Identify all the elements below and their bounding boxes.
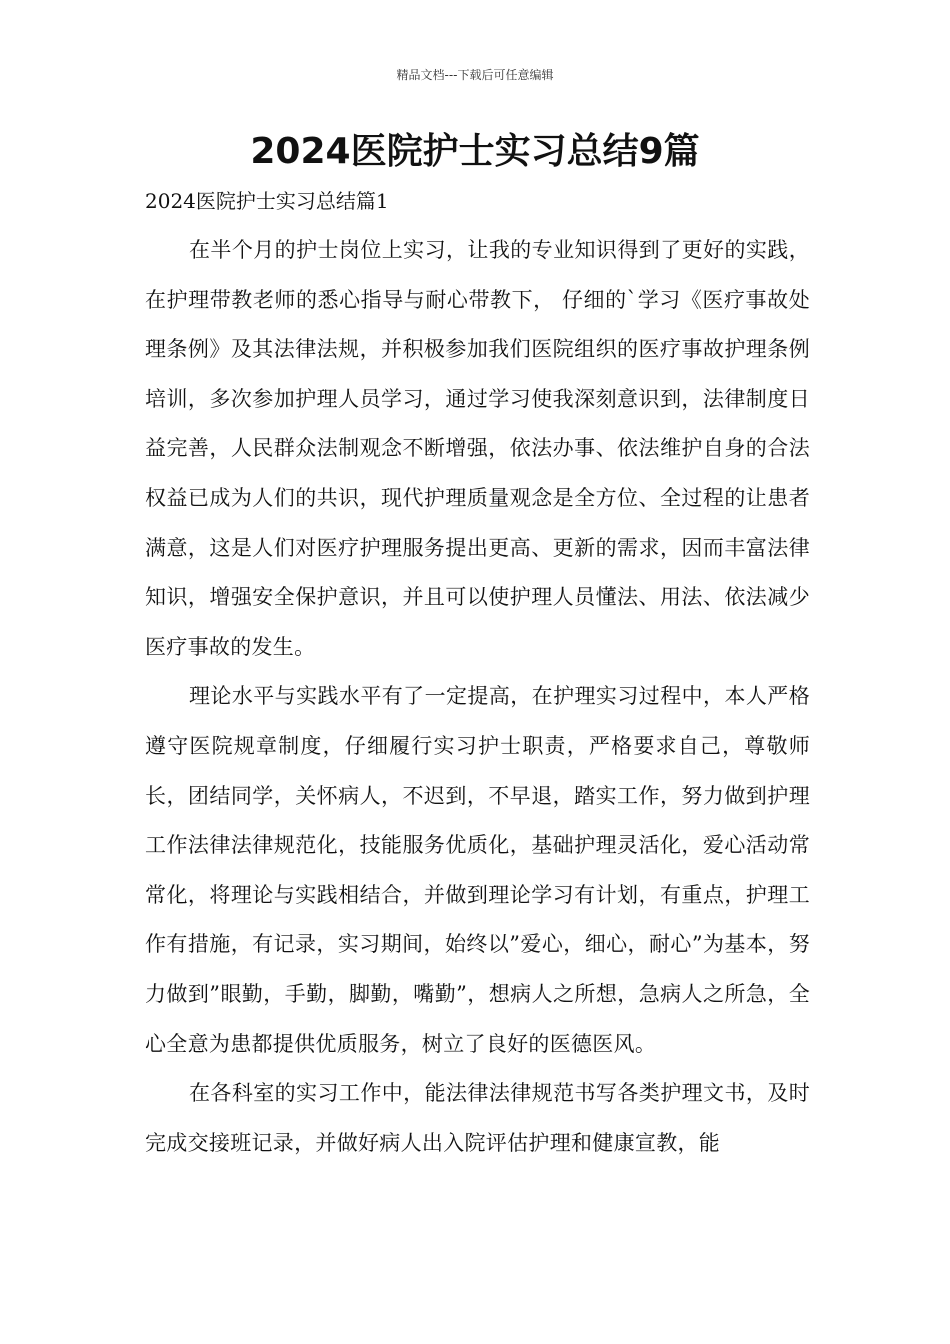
paragraph-1: 在半个月的护士岗位上实习，让我的专业知识得到了更好的实践，在护理带教老师的悉心指导与耐心带教下， 仔细的`学习《医疗事故处理条例》及其法律法规，并积极参加我们医院组织的医疗事故护理条例培训，多次参加护理人员学习，通过学习使我深刻意识到，法律制度日益完善，人民群众法制观念不断增强，依法办事、依法维护自身的合法权益已成为人们的共识，现代护理质量观念是全方位、全过程的让患者满意，这是人们对医疗护理服务提出更高、更新的需求，因而丰富法律知识，增强安全保护意识，并且可以使护理人员懂法、用法、依法减少医疗事故的发生。 — [145, 238, 810, 659]
header-note: 精品文档---下载后可任意编辑 — [396, 68, 554, 82]
document-body — [145, 226, 810, 1168]
section-heading: 2024医院护士实习总结篇1 — [145, 189, 389, 213]
paragraph-3: 在各科室的实习工作中，能法律法律规范书写各类护理文书，及时完成交接班记录，并做好病人出入院评估护理和健康宣教，能 — [145, 1081, 810, 1155]
paragraph-2: 理论水平与实践水平有了一定提高，在护理实习过程中，本人严格遵守医院规章制度，仔细履行实习护士职责，严格要求自己，尊敬师长，团结同学，关怀病人，不迟到，不早退，踏实工作，努力做到护理工作法律法律规范化，技能服务优质化，基础护理灵活化，爱心活动常常化，将理论与实践相结合，并做到理论学习有计划，有重点，护理工作有措施，有记录，实习期间，始终以”爱心，细心，耐心”为基本，努力做到”眼勤，手勤，脚勤，嘴勤”，想病人之所想，急病人之所急，全心全意为患都提供优质服务，树立了良好的医德医风。 — [145, 684, 810, 1056]
document-title: 2024医院护士实习总结9篇 — [250, 131, 700, 172]
